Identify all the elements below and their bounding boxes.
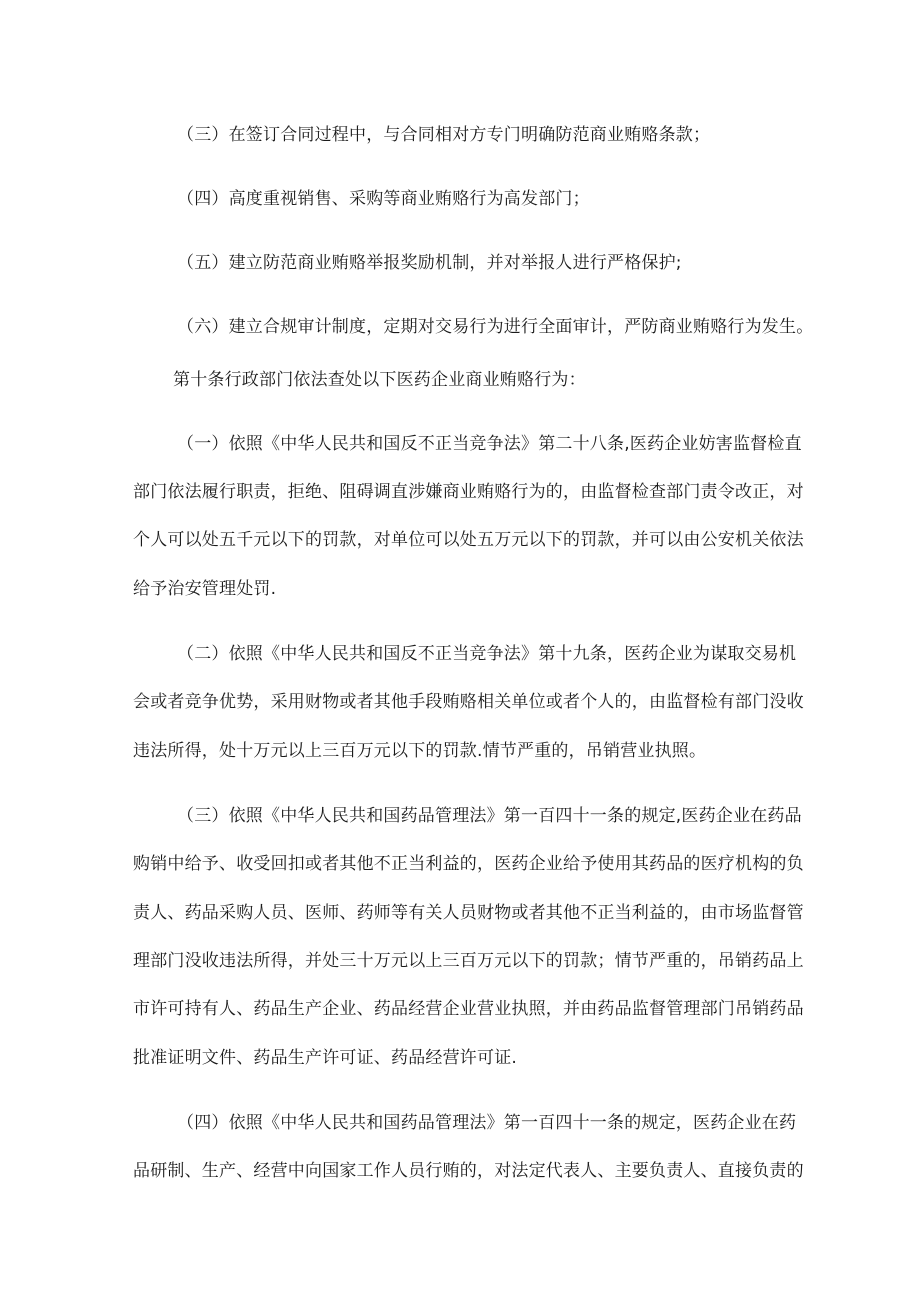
article-10-item-3-line-3: 责人、药品采购人员、医师、药师等有关人员财物或者其他不正当利益的，由市场监督管 — [133, 903, 804, 923]
article-10-item-1-line-2: 部门依法履行职责，拒绝、阻碍调直涉嫌商业贿赂行为的，由监督检查部门责令改正，对 — [133, 482, 804, 502]
paragraph-clause-6: （六）建立合规审计制度，定期对交易行为进行全面审计，严防商业贿赂行为发生。 — [177, 317, 814, 337]
paragraph-clause-3: （三）在签订合同过程中，与合同相对方专门明确防范商业贿赂条款； — [177, 125, 711, 145]
article-10-item-3-line-1: （三）依照《中华人民共和国药品管理法》第一百四十一条的规定,医药企业在药品 — [177, 806, 802, 826]
article-10-item-2-line-1: （二）依照《中华人民共和国反不正当竞争法》第十九条，医药企业为谋取交易机 — [177, 644, 797, 664]
paragraph-clause-4: （四）高度重视销售、采购等商业贿赂行为高发部门； — [177, 189, 590, 209]
article-10-item-3-line-4: 理部门没收违法所得，并处三十万元以上三百万元以下的罚款；情节严重的，吊销药品上 — [133, 951, 804, 971]
article-10-item-1-line-1: （一）依照《中华人民共和国反不正当竞争法》第二十八条,医药企业妨害监督检直 — [177, 434, 802, 454]
article-10-item-2-line-3: 违法所得，处十万元以上三百万元以下的罚款.情节严重的，吊销营业执照。 — [133, 741, 707, 761]
article-10-item-3-line-6: 批准证明文件、药品生产许可证、药品经营许可证. — [133, 1048, 518, 1068]
article-10-item-3-line-2: 购销中给予、收受回扣或者其他不正当利益的，医药企业给予使用其药品的医疗机构的负 — [133, 854, 804, 874]
article-10-heading: 第十条行政部门依法查处以下医药企业商业贿赂行为： — [173, 370, 586, 390]
article-10-item-4-line-1: （四）依照《中华人民共和国药品管理法》第一百四十一条的规定，医药企业在药 — [177, 1113, 797, 1133]
article-10-item-2-line-2: 会或者竞争优势，采用财物或者其他手段贿赂相关单位或者个人的，由监督检有部门没收 — [133, 692, 804, 712]
paragraph-clause-5: （五）建立防范商业贿赂举报奖励机制，并对举报人进行严格保护; — [177, 253, 682, 273]
article-10-item-1-line-3: 个人可以处五千元以下的罚款，对单位可以处五万元以下的罚款，并可以由公安机关依法 — [133, 530, 804, 550]
article-10-item-4-line-2: 品研制、生产、经营中向国家工作人员行贿的，对法定代表人、主要负责人、直接负责的 — [133, 1161, 804, 1181]
article-10-item-1-line-4: 给予治安管理处罚. — [133, 579, 277, 599]
article-10-item-3-line-5: 市许可持有人、药品生产企业、药品经营企业营业执照，并由药品监督管理部门吊销药品 — [133, 999, 804, 1019]
